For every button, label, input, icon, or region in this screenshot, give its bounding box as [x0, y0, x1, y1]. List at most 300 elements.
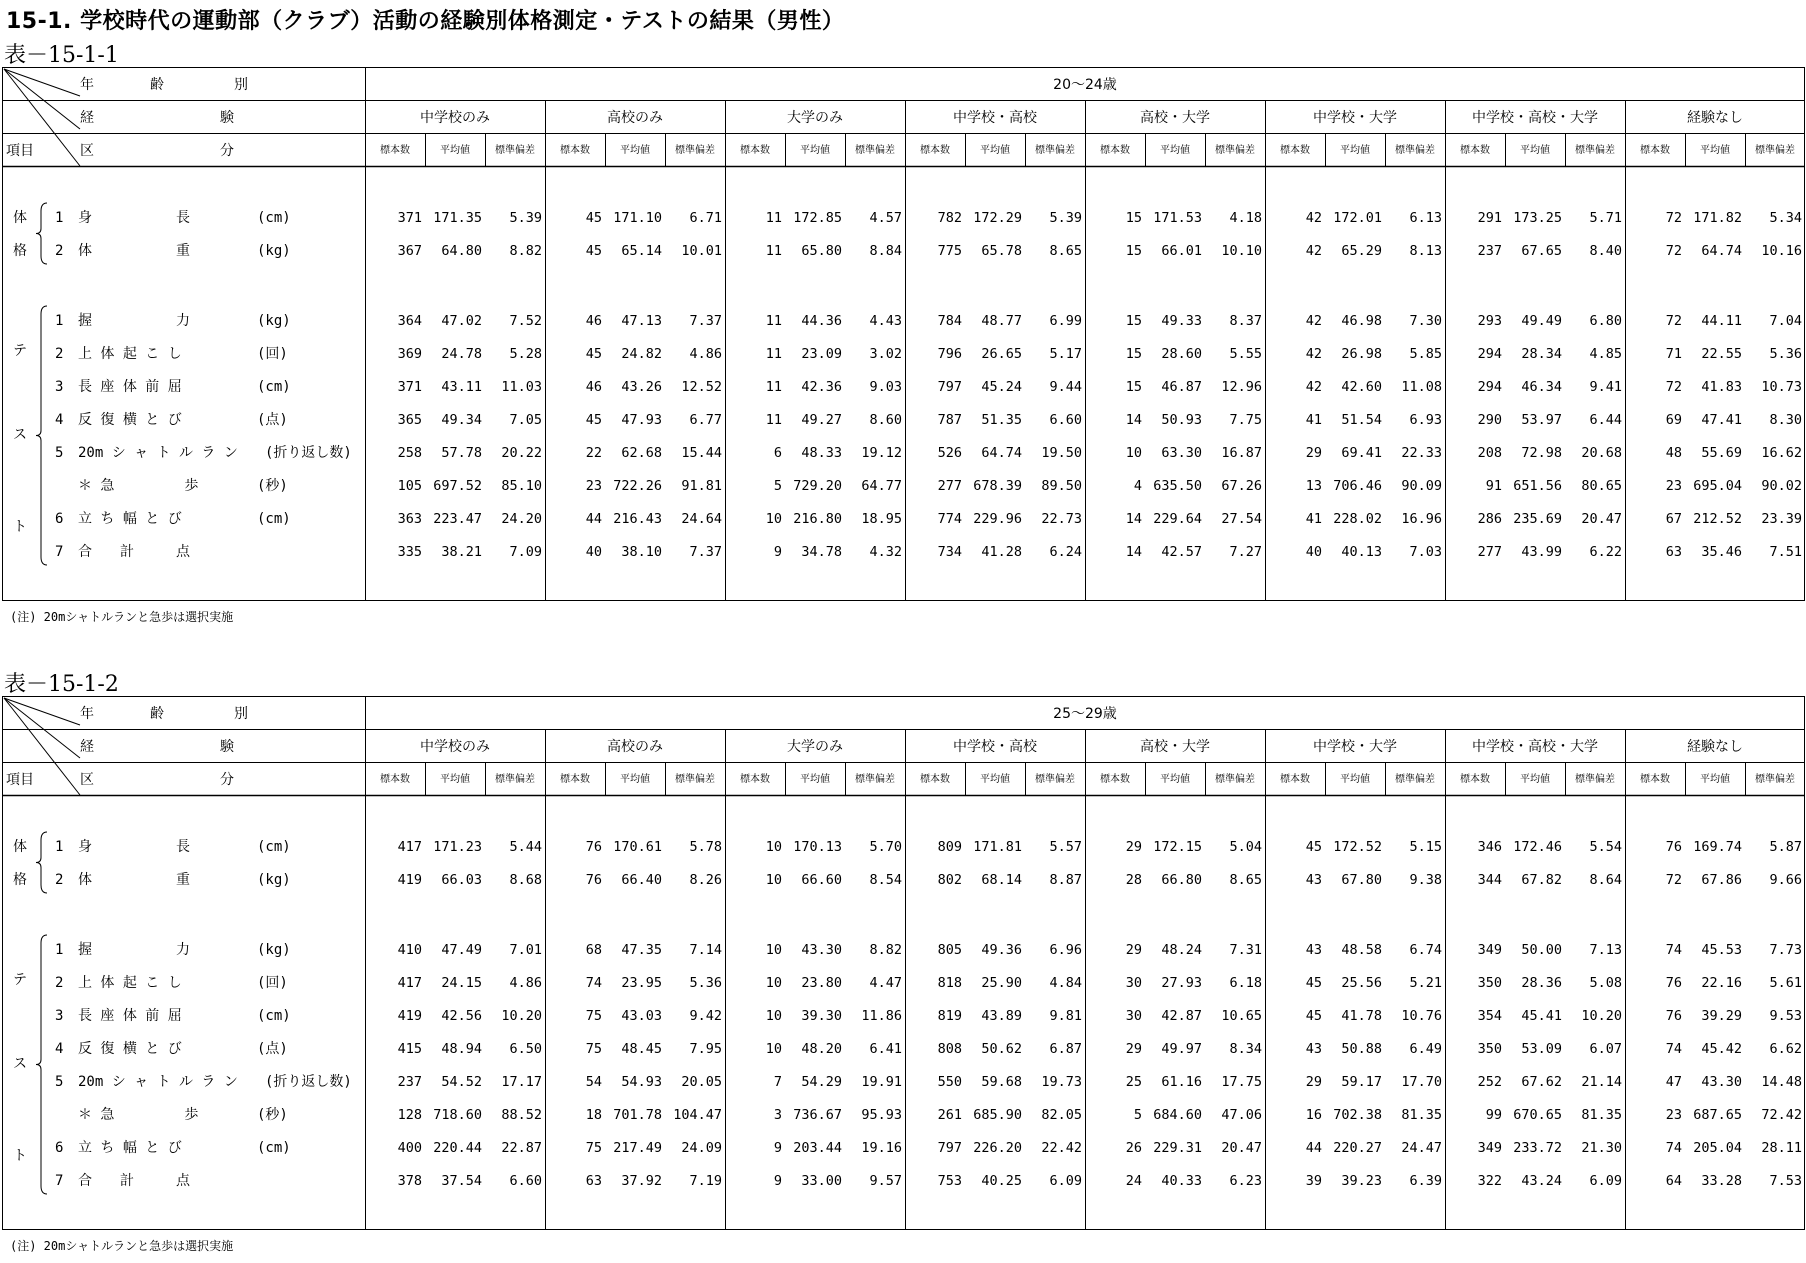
table-cell: 10	[765, 872, 782, 888]
table-cell: 172.46	[1513, 839, 1562, 855]
table-cell: 10.73	[1761, 379, 1802, 395]
subcolumn-label: 平均値	[440, 774, 470, 785]
row-name: 握 力	[78, 313, 190, 329]
header-experience-label: 経 験	[80, 739, 234, 755]
table-cell: 9	[773, 1140, 782, 1156]
table-cell: 46.98	[1341, 313, 1382, 329]
table-cell: 47.41	[1701, 412, 1742, 428]
table-cell: 67.80	[1341, 872, 1382, 888]
table-cell: 809	[937, 839, 962, 855]
table-cell: 8.68	[509, 872, 542, 888]
table-cell: 26.65	[981, 346, 1022, 362]
row-number: 7	[55, 1173, 64, 1189]
table-cell: 8.64	[1589, 872, 1622, 888]
table-cell: 72.42	[1761, 1107, 1802, 1123]
table-cell: 322	[1477, 1173, 1502, 1189]
experience-group-label: 中学校・高校・大学	[1472, 739, 1598, 755]
table-cell: 10.76	[1401, 1008, 1442, 1024]
table-cell: 45	[1305, 839, 1322, 855]
subcolumn-label: 標準偏差	[495, 145, 535, 156]
table-cell: 104.47	[673, 1107, 722, 1123]
table-cell: 90.09	[1401, 478, 1442, 494]
table-cell: 54.93	[621, 1074, 662, 1090]
subcolumn-label: 平均値	[1340, 774, 1370, 785]
table-cell: 42	[1305, 346, 1322, 362]
table-cell: 49.33	[1161, 313, 1202, 329]
table-cell: 226.20	[973, 1140, 1022, 1156]
subcolumn-label: 標本数	[740, 774, 770, 785]
table-cell: 68	[585, 942, 602, 958]
table-cell: 23	[1665, 1107, 1682, 1123]
table-cell: 72	[1665, 210, 1682, 226]
table-cell: 5.08	[1589, 975, 1622, 991]
row-name: 反 復 横 と び	[78, 1041, 182, 1057]
table-cell: 43.26	[621, 379, 662, 395]
table-cell: 45	[585, 243, 602, 259]
table-cell: 10	[765, 1041, 782, 1057]
table-cell: 34.78	[801, 544, 842, 560]
table-cell: 24.15	[441, 975, 482, 991]
table-cell: 237	[1477, 243, 1502, 259]
experience-group-label: 高校のみ	[607, 110, 663, 126]
table-cell: 7	[773, 1074, 782, 1090]
table-cell: 8.40	[1589, 243, 1622, 259]
table-cell: 67.65	[1521, 243, 1562, 259]
subcolumn-label: 標本数	[920, 774, 950, 785]
table-cell: 25.90	[981, 975, 1022, 991]
subcolumn-label: 標本数	[1460, 774, 1490, 785]
table-cell: 28	[1125, 872, 1142, 888]
table-cell: 11	[765, 210, 782, 226]
table-cell: 54	[585, 1074, 602, 1090]
table-cell: 346	[1477, 839, 1502, 855]
subcolumn-label: 標準偏差	[1575, 145, 1615, 156]
table-cell: 6.71	[689, 210, 722, 226]
table-cell: 28.34	[1521, 346, 1562, 362]
table-cell: 99	[1485, 1107, 1502, 1123]
table-cell: 7.51	[1769, 544, 1802, 560]
side-label-test: ス	[13, 427, 27, 443]
brace-body	[36, 203, 47, 264]
header-item-label: 項目	[6, 143, 34, 159]
table-cell: 42	[1305, 313, 1322, 329]
side-label-body: 体	[13, 210, 27, 226]
table-cell: 5.04	[1229, 839, 1262, 855]
table-cell: 10.16	[1761, 243, 1802, 259]
subcolumn-label: 標本数	[380, 145, 410, 156]
table-cell: 47.35	[621, 942, 662, 958]
table-cell: 61.16	[1161, 1074, 1202, 1090]
table-cell: 51.54	[1341, 412, 1382, 428]
table-cell: 684.60	[1153, 1107, 1202, 1123]
row-number: 5	[55, 445, 64, 461]
subcolumn-label: 平均値	[800, 145, 830, 156]
corner-diagonal	[4, 698, 80, 725]
table-cell: 21.14	[1581, 1074, 1622, 1090]
table-cell: 10	[1125, 445, 1142, 461]
table-cell: 17.75	[1221, 1074, 1262, 1090]
row-name: 身 長	[78, 210, 190, 226]
table-cell: 51.35	[981, 412, 1022, 428]
table-cell: 5.36	[689, 975, 722, 991]
table-cell: 42.87	[1161, 1008, 1202, 1024]
table-cell: 173.25	[1513, 210, 1562, 226]
table-cell: 72	[1665, 872, 1682, 888]
table-cell: 48.33	[801, 445, 842, 461]
table-cell: 685.90	[973, 1107, 1022, 1123]
table-cell: 258	[397, 445, 422, 461]
row-name: 合 計 点	[78, 544, 190, 560]
table-cell: 24.78	[441, 346, 482, 362]
table-cell: 90.02	[1761, 478, 1802, 494]
table-cell: 6.39	[1409, 1173, 1442, 1189]
row-name: 握 力	[78, 942, 190, 958]
table-cell: 24.64	[681, 511, 722, 527]
table-cell: 74	[1665, 942, 1682, 958]
table-cell: 24	[1125, 1173, 1142, 1189]
header-age-label: 年 齢 別	[80, 77, 248, 93]
age-group-label: 25～29歳	[1053, 706, 1117, 722]
table-cell: 5.78	[689, 839, 722, 855]
table-cell: 23	[585, 478, 602, 494]
table-cell: 702.38	[1333, 1107, 1382, 1123]
table-cell: 695.04	[1693, 478, 1742, 494]
table-cell: 171.23	[433, 839, 482, 855]
row-name: 身 長	[78, 839, 190, 855]
table-cell: 50.93	[1161, 412, 1202, 428]
table-note-1: (注) 20mシャトルランと急歩は選択実施	[10, 610, 234, 624]
table-cell: 66.01	[1161, 243, 1202, 259]
table-cell: 30	[1125, 1008, 1142, 1024]
table-cell: 169.74	[1693, 839, 1742, 855]
table-cell: 28.60	[1161, 346, 1202, 362]
subcolumn-label: 標準偏差	[675, 774, 715, 785]
table-cell: 5	[1133, 1107, 1142, 1123]
table-cell: 57.78	[441, 445, 482, 461]
table-cell: 736.67	[793, 1107, 842, 1123]
table-cell: 7.95	[689, 1041, 722, 1057]
table-cell: 39.30	[801, 1008, 842, 1024]
table-cell: 45	[1305, 975, 1322, 991]
table-cell: 7.53	[1769, 1173, 1802, 1189]
table-cell: 44.11	[1701, 313, 1742, 329]
table-cell: 23.09	[801, 346, 842, 362]
table-cell: 55.69	[1701, 445, 1742, 461]
table-cell: 40.25	[981, 1173, 1022, 1189]
table-cell: 208	[1477, 445, 1502, 461]
row-name: 上 体 起 こ し	[78, 975, 182, 991]
row-unit: (折り返し数)	[265, 445, 352, 461]
table-cell: 69.41	[1341, 445, 1382, 461]
table-cell: 76	[585, 872, 602, 888]
table-cell: 10.20	[501, 1008, 542, 1024]
table-cell: 3	[773, 1107, 782, 1123]
table-cell: 16	[1305, 1107, 1322, 1123]
table-cell: 89.50	[1041, 478, 1082, 494]
table-cell: 19.50	[1041, 445, 1082, 461]
table-cell: 11	[765, 379, 782, 395]
row-number: 3	[55, 379, 64, 395]
table-cell: 59.17	[1341, 1074, 1382, 1090]
table-cell: 65.78	[981, 243, 1022, 259]
row-unit: (cm)	[257, 1008, 291, 1024]
table-cell: 22.16	[1701, 975, 1742, 991]
side-label-body: 体	[13, 839, 27, 855]
table-cell: 66.03	[441, 872, 482, 888]
table-cell: 46	[585, 313, 602, 329]
table-cell: 10	[765, 1008, 782, 1024]
table-cell: 16.96	[1401, 511, 1442, 527]
subcolumn-label: 標準偏差	[1215, 145, 1255, 156]
table-cell: 47.49	[441, 942, 482, 958]
table-cell: 29	[1125, 1041, 1142, 1057]
table-cell: 10	[765, 511, 782, 527]
table-cell: 67.26	[1221, 478, 1262, 494]
table-cell: 277	[1477, 544, 1502, 560]
subcolumn-label: 標準偏差	[675, 145, 715, 156]
row-unit: (cm)	[257, 1140, 291, 1156]
table-cell: 11.86	[861, 1008, 902, 1024]
row-number: 5	[55, 1074, 64, 1090]
row-unit: (折り返し数)	[265, 1074, 352, 1090]
table-cell: 7.52	[509, 313, 542, 329]
table-cell: 734	[937, 544, 962, 560]
table-cell: 818	[937, 975, 962, 991]
table-cell: 20.47	[1581, 511, 1622, 527]
row-number: 1	[55, 839, 64, 855]
row-number: 2	[55, 872, 64, 888]
table-cell: 7.19	[689, 1173, 722, 1189]
table-cell: 4.18	[1229, 210, 1262, 226]
data-table-1	[2, 67, 1805, 601]
row-number: 6	[55, 511, 64, 527]
table-cell: 7.05	[509, 412, 542, 428]
table-cell: 25	[1125, 1074, 1142, 1090]
table-cell: 4.84	[1049, 975, 1082, 991]
subcolumn-label: 標本数	[1640, 145, 1670, 156]
row-number: 2	[55, 243, 64, 259]
subcolumn-label: 標準偏差	[1575, 774, 1615, 785]
table-cell: 229.64	[1153, 511, 1202, 527]
table-cell: 5.17	[1049, 346, 1082, 362]
table-cell: 6.62	[1769, 1041, 1802, 1057]
table-cell: 66.60	[801, 872, 842, 888]
table-cell: 205.04	[1693, 1140, 1742, 1156]
row-unit: (秒)	[257, 478, 288, 494]
table-cell: 5.36	[1769, 346, 1802, 362]
table-cell: 35.46	[1701, 544, 1742, 560]
table-cell: 775	[937, 243, 962, 259]
table-cell: 4.86	[689, 346, 722, 362]
table-cell: 4.43	[869, 313, 902, 329]
table-cell: 670.65	[1513, 1107, 1562, 1123]
table-cell: 71	[1665, 346, 1682, 362]
table-cell: 5.71	[1589, 210, 1622, 226]
table-cell: 784	[937, 313, 962, 329]
table-cell: 22.73	[1041, 511, 1082, 527]
subcolumn-label: 標本数	[1280, 145, 1310, 156]
table-cell: 44.36	[801, 313, 842, 329]
table-cell: 216.80	[793, 511, 842, 527]
table-cell: 48.58	[1341, 942, 1382, 958]
table-cell: 13	[1305, 478, 1322, 494]
table-cell: 15	[1125, 313, 1142, 329]
table-cell: 37.54	[441, 1173, 482, 1189]
header-experience-label: 経 験	[80, 110, 234, 126]
brace-body	[36, 832, 47, 893]
row-number: 1	[55, 942, 64, 958]
header-category-label: 区 分	[80, 772, 234, 788]
table-cell: 28.36	[1521, 975, 1562, 991]
row-name: 長 座 体 前 屈	[78, 1008, 182, 1024]
table-cell: 49.49	[1521, 313, 1562, 329]
table-cell: 9	[773, 544, 782, 560]
table-cell: 9.44	[1049, 379, 1082, 395]
table-cell: 7.37	[689, 313, 722, 329]
table-cell: 7.31	[1229, 942, 1262, 958]
table-cell: 286	[1477, 511, 1502, 527]
table-cell: 14.48	[1761, 1074, 1802, 1090]
table-cell: 48.20	[801, 1041, 842, 1057]
table-cell: 6	[773, 445, 782, 461]
experience-group-label: 中学校・大学	[1313, 739, 1397, 755]
table-cell: 4	[1133, 478, 1142, 494]
table-cell: 105	[397, 478, 422, 494]
table-cell: 11.03	[501, 379, 542, 395]
subcolumn-label: 標本数	[740, 145, 770, 156]
experience-group-label: 高校・大学	[1140, 739, 1210, 755]
table-cell: 23.39	[1761, 511, 1802, 527]
table-cell: 41.83	[1701, 379, 1742, 395]
table-cell: 20.47	[1221, 1140, 1262, 1156]
table-cell: 753	[937, 1173, 962, 1189]
experience-group-label: 高校のみ	[607, 739, 663, 755]
table-cell: 172.85	[793, 210, 842, 226]
experience-group-label: 高校・大学	[1140, 110, 1210, 126]
table-cell: 15	[1125, 243, 1142, 259]
table-cell: 6.87	[1049, 1041, 1082, 1057]
row-unit: (cm)	[257, 379, 291, 395]
table-cell: 349	[1477, 1140, 1502, 1156]
table-cell: 419	[397, 1008, 422, 1024]
subcolumn-label: 標準偏差	[1395, 774, 1435, 785]
table-cell: 12.96	[1221, 379, 1262, 395]
table-cell: 45.24	[981, 379, 1022, 395]
table-cell: 40.33	[1161, 1173, 1202, 1189]
subcolumn-label: 標本数	[1460, 145, 1490, 156]
subcolumn-label: 標本数	[1640, 774, 1670, 785]
table-cell: 6.09	[1049, 1173, 1082, 1189]
table-cell: 6.77	[689, 412, 722, 428]
table-cell: 49.34	[441, 412, 482, 428]
table-cell: 6.80	[1589, 313, 1622, 329]
table-cell: 294	[1477, 379, 1502, 395]
table-cell: 85.10	[501, 478, 542, 494]
table-cell: 37.92	[621, 1173, 662, 1189]
table-cell: 39	[1305, 1173, 1322, 1189]
table-cell: 5.87	[1769, 839, 1802, 855]
table-cell: 5.28	[509, 346, 542, 362]
table-cell: 67.62	[1521, 1074, 1562, 1090]
table-cell: 5.39	[509, 210, 542, 226]
table-cell: 354	[1477, 1008, 1502, 1024]
table-cell: 9.81	[1049, 1008, 1082, 1024]
table-cell: 19.73	[1041, 1074, 1082, 1090]
row-name: 20m シ ャ ト ル ラ ン	[78, 445, 238, 461]
table-cell: 49.36	[981, 942, 1022, 958]
table-cell: 7.03	[1409, 544, 1442, 560]
table-cell: 8.82	[869, 942, 902, 958]
table-cell: 59.68	[981, 1074, 1022, 1090]
table-cell: 364	[397, 313, 422, 329]
table-cell: 4.85	[1589, 346, 1622, 362]
table-cell: 80.65	[1581, 478, 1622, 494]
table-cell: 23	[1665, 478, 1682, 494]
age-group-label: 20～24歳	[1053, 77, 1117, 93]
subcolumn-label: 標準偏差	[855, 145, 895, 156]
table-cell: 228.02	[1333, 511, 1382, 527]
table-cell: 48.77	[981, 313, 1022, 329]
table-cell: 21.30	[1581, 1140, 1622, 1156]
table-cell: 172.52	[1333, 839, 1382, 855]
table-cell: 16.62	[1761, 445, 1802, 461]
table-cell: 95.93	[861, 1107, 902, 1123]
table-cell: 54.52	[441, 1074, 482, 1090]
table-cell: 76	[1665, 839, 1682, 855]
table-cell: 81.35	[1581, 1107, 1622, 1123]
table-cell: 5.34	[1769, 210, 1802, 226]
table-cell: 701.78	[613, 1107, 662, 1123]
table-cell: 19.91	[861, 1074, 902, 1090]
table-cell: 378	[397, 1173, 422, 1189]
table-cell: 261	[937, 1107, 962, 1123]
subcolumn-label: 平均値	[1700, 145, 1730, 156]
table-cell: 47.93	[621, 412, 662, 428]
table-cell: 233.72	[1513, 1140, 1562, 1156]
table-cell: 9	[773, 1173, 782, 1189]
subcolumn-label: 平均値	[980, 774, 1010, 785]
table-cell: 91.81	[681, 478, 722, 494]
table-cell: 67.86	[1701, 872, 1742, 888]
row-unit: (回)	[257, 975, 288, 991]
table-cell: 7.73	[1769, 942, 1802, 958]
table-cell: 38.21	[441, 544, 482, 560]
table-cell: 9.41	[1589, 379, 1622, 395]
table-cell: 64.80	[441, 243, 482, 259]
table-cell: 20.05	[681, 1074, 722, 1090]
table-cell: 14	[1125, 412, 1142, 428]
table-cell: 417	[397, 975, 422, 991]
table-cell: 6.49	[1409, 1041, 1442, 1057]
table-cell: 9.53	[1769, 1008, 1802, 1024]
table-cell: 8.13	[1409, 243, 1442, 259]
subcolumn-label: 標本数	[1100, 145, 1130, 156]
row-number: 4	[55, 412, 64, 428]
table-cell: 88.52	[501, 1107, 542, 1123]
table-cell: 7.30	[1409, 313, 1442, 329]
table-cell: 67.82	[1521, 872, 1562, 888]
table-cell: 6.96	[1049, 942, 1082, 958]
table-cell: 697.52	[433, 478, 482, 494]
table-grid-2	[2, 696, 1805, 1230]
subcolumn-label: 標本数	[560, 145, 590, 156]
table-cell: 363	[397, 511, 422, 527]
table-cell: 6.18	[1229, 975, 1262, 991]
side-label-test: ト	[13, 519, 27, 535]
table-cell: 48.94	[441, 1041, 482, 1057]
table-cell: 171.10	[613, 210, 662, 226]
table-cell: 651.56	[1513, 478, 1562, 494]
